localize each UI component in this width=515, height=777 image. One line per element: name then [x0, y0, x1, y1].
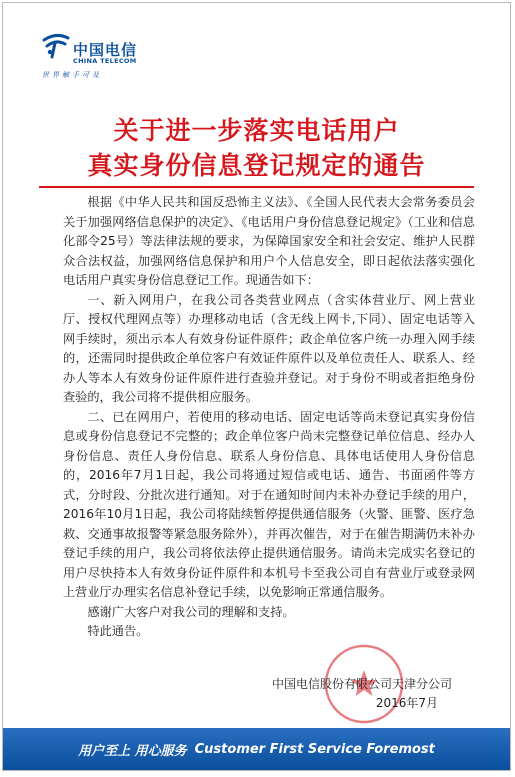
- footer-banner: [3, 728, 510, 770]
- signature-company: 中国电信股份有限公司天津分公司: [271, 677, 452, 691]
- title-divider: [39, 186, 474, 188]
- notice-page: [2, 2, 511, 771]
- brand-name-en: CHINA TELECOM: [73, 57, 137, 65]
- notice-paragraph: 二、已在网用户，若使用的移动电话、固定电话等尚未登记真实身份信息或身份信息登记不完整的；政企单位客户尚未完整登记单位信息、经办人身份信息、责任人身份信息、联系人身份信息、具体电话使用人身份信息的，2016年7月1日起，我公司将通过短信或电话、通告、书面函件等方式，分时段、分批次进行通知。对于在通知时间内未补办登记手续的用户，2016年10月1日起，我公司将陆续暂停提供通信服务（火警、匪警、医疗急救、交通事故报警等紧急服务除外），并再次催告，对于在催告期满仍未补办登记手续的用户，我公司将依法停止提供通信服务。请尚未完成实名登记的用户尽快持本人有效身份证件原件和本机号卡至我公司自有营业厅或登录网上营业厅办理实名信息补登记手续，以免影响正常通信服务。: [63, 409, 475, 599]
- notice-title-line-2: 真实身份信息登记规定的通告: [87, 151, 426, 180]
- notice-body: [63, 193, 475, 642]
- notice-paragraph: 根据《中华人民共和国反恐怖主义法》、《全国人民代表大会常务委员会关于加强网络信息保护的决定》、《电话用户身份信息登记规定》（工业和信息化部令25号）等法律法规的要求，为保障国家安全和社会安定、维护人民群众合法权益，加强网络信息保护和用户个人信息安全，即日起依法落实强化电话用户真实身份信息登记工作。现通告如下：: [63, 195, 475, 287]
- brand-logo: [23, 19, 143, 89]
- notice-paragraph: 感谢广大客户对我公司的理解和支持。: [87, 604, 295, 619]
- signature-date: 2016年7月: [375, 696, 438, 710]
- footer-slogan-cn: 用户至上 用心服务: [78, 743, 187, 759]
- notice-paragraph: 特此通告。: [87, 624, 149, 638]
- notice-title-line-1: 关于进一步落实电话用户: [113, 116, 400, 145]
- brand-slogan: 世界触手可及: [42, 71, 102, 79]
- china-telecom-logo-icon: [41, 31, 71, 59]
- brand-name-cn: 中国电信: [73, 41, 138, 59]
- footer-slogan-en: Customer First Service Foremost: [194, 741, 435, 757]
- notice-paragraph: 一、新入网用户，在我公司各类营业网点（含实体营业厅、网上营业厅、授权代理网点等）办理移动电话（含无线上网卡,下同）、固定电话等入网手续时，须出示本人有效身份证件原件；政企单位客户统一办理入网手续的，还需同时提供政企单位客户有效证件原件以及单位责任人、联系人、经办人等本人有效身份证件原件进行查验并登记。对于身份不明或者拒绝身份查验的，我公司将不提供相应服务。: [63, 292, 475, 404]
